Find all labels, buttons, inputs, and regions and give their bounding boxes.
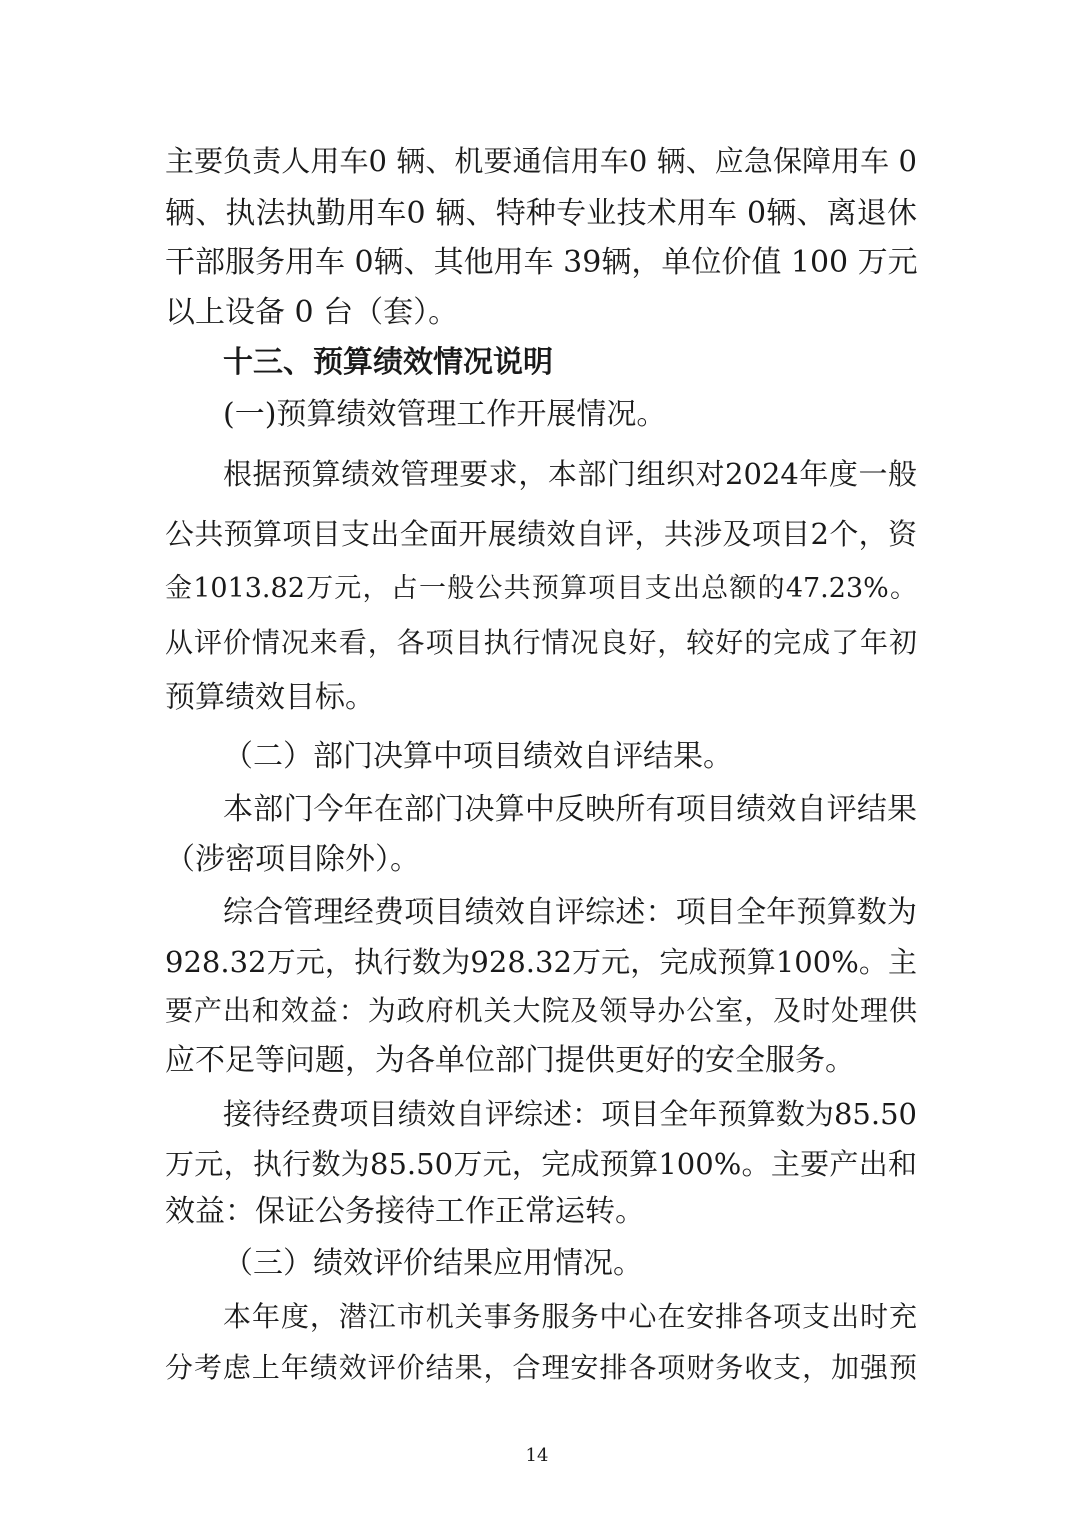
subsection-heading: （二）部门决算中项目绩效自评结果。 xyxy=(223,739,733,774)
text-line: 辆、执法执勤用车0 辆、特种专业技术用车 0辆、离退休 xyxy=(165,196,917,231)
text-line: 分考虑上年绩效评价结果，合理安排各项财务收支，加强预 xyxy=(165,1351,917,1384)
text-line: 公共预算项目支出全面开展绩效自评，共涉及项目2个，资 xyxy=(165,517,917,551)
text-line: 本部门今年在部门决算中反映所有项目绩效自评结果 xyxy=(223,792,917,827)
text-line: 效益：保证公务接待工作正常运转。 xyxy=(165,1194,645,1229)
text-line: 928.32万元，执行数为928.32万元，完成预算100%。主 xyxy=(165,945,917,979)
subsection-heading: （三）绩效评价结果应用情况。 xyxy=(223,1246,643,1281)
text-line: 万元，执行数为85.50万元，完成预算100%。主要产出和 xyxy=(165,1147,917,1181)
text-line: 预算绩效目标。 xyxy=(165,680,375,715)
text-line: 本年度，潜江市机关事务服务中心在安排各项支出时充 xyxy=(223,1300,917,1333)
text-line: 金1013.82万元，占一般公共预算项目支出总额的47.23%。 xyxy=(165,573,917,604)
page-number: 14 xyxy=(525,1445,549,1466)
text-line: 接待经费项目绩效自评综述：项目全年预算数为85.50 xyxy=(223,1097,917,1131)
subsection-heading: (一)预算绩效管理工作开展情况。 xyxy=(223,397,667,432)
text-line: （涉密项目除外）。 xyxy=(165,842,420,877)
text-line: 根据预算绩效管理要求，本部门组织对2024年度一般 xyxy=(223,457,917,491)
section-heading: 十三、预算绩效情况说明 xyxy=(223,345,553,380)
text-line: 综合管理经费项目绩效自评综述：项目全年预算数为 xyxy=(223,895,917,930)
text-line: 干部服务用车 0辆、其他用车 39辆，单位价值 100 万元 xyxy=(165,245,918,280)
text-line: 应不足等问题，为各单位部门提供更好的安全服务。 xyxy=(165,1043,855,1078)
text-line: 要产出和效益：为政府机关大院及领导办公室，及时处理供 xyxy=(165,994,917,1027)
text-line: 从评价情况来看，各项目执行情况良好，较好的完成了年初 xyxy=(165,626,917,659)
text-line: 主要负责人用车0 辆、机要通信用车0 辆、应急保障用车 0 xyxy=(165,144,917,178)
text-line: 以上设备 0 台（套）。 xyxy=(165,295,459,330)
